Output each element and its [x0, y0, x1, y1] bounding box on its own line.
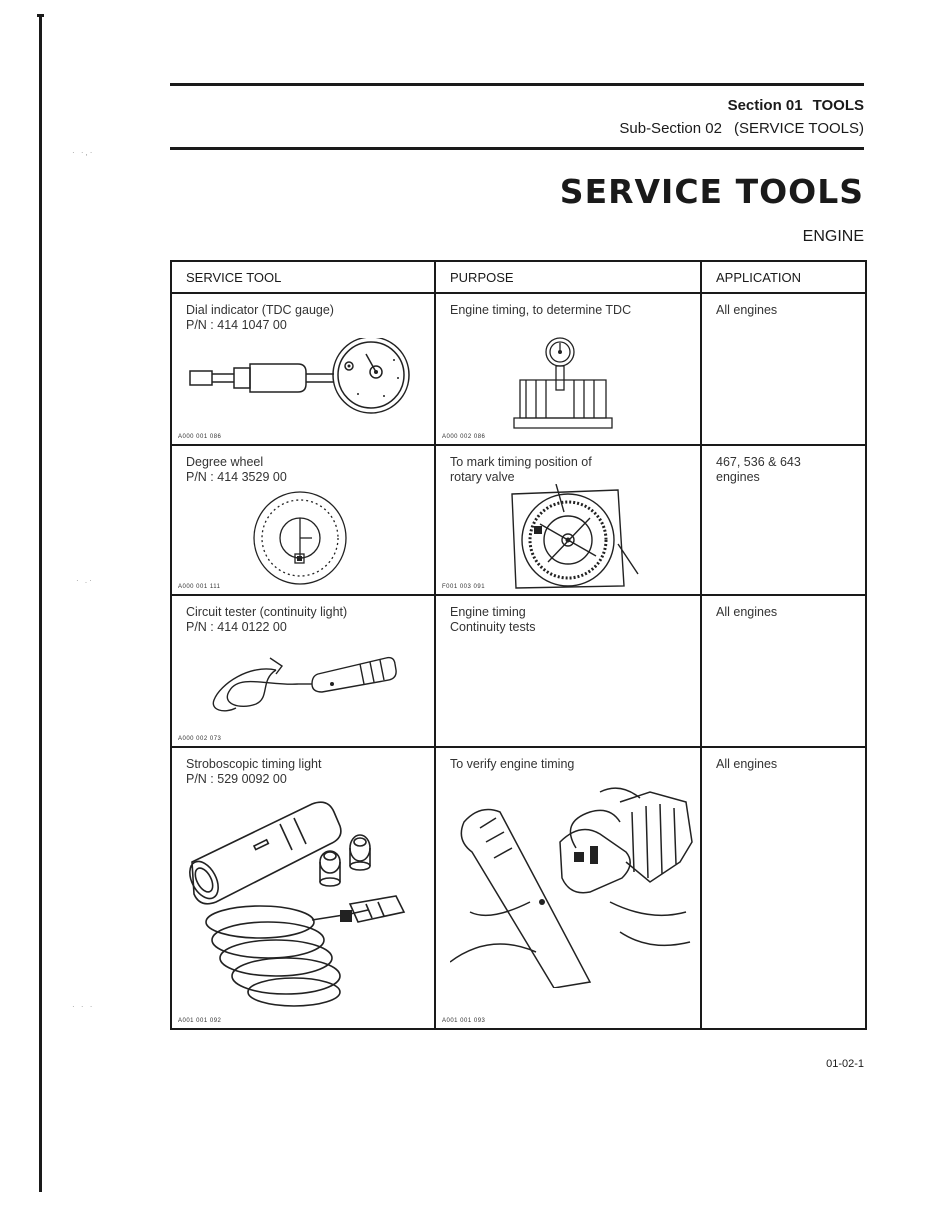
- purpose-line: rotary valve: [450, 470, 515, 484]
- table-header-row: [171, 261, 866, 293]
- figure-reference: A000 002 073: [178, 736, 222, 742]
- figure-reference: A000 001 111: [178, 584, 221, 590]
- tool-name: Stroboscopic timing light: [186, 757, 322, 771]
- purpose-line: Engine timing: [450, 605, 526, 619]
- application-line: All engines: [716, 605, 778, 619]
- figure-reference: A001 001 093: [442, 1018, 486, 1024]
- column-header-service-tool: SERVICE TOOL: [171, 261, 435, 293]
- scan-speck: · .·: [76, 576, 94, 585]
- purpose-cell: [435, 595, 701, 747]
- application-line: All engines: [716, 303, 778, 317]
- timing-light-in-use-illustration: [450, 782, 696, 988]
- part-number: P/N : 414 3529 00: [186, 470, 287, 484]
- column-header-application: APPLICATION: [701, 261, 866, 293]
- purpose-line: To mark timing position of: [450, 455, 592, 469]
- tool-name: Circuit tester (continuity light): [186, 605, 348, 619]
- table-row: [171, 445, 866, 595]
- binding-edge-line: [39, 14, 42, 1192]
- figure-reference: A000 001 086: [178, 434, 222, 440]
- service-tools-table: [170, 260, 867, 1030]
- tool-cell: [171, 293, 435, 445]
- application-cell: [701, 445, 866, 595]
- subsection-name: (SERVICE TOOLS): [733, 120, 864, 137]
- timing-light-illustration: [182, 792, 427, 1012]
- section-number: Section 01: [727, 97, 803, 114]
- figure-reference: A001 001 092: [178, 1018, 222, 1024]
- page-title: SERVICE TOOLS: [559, 172, 864, 211]
- application-cell: [701, 293, 866, 445]
- application-line: All engines: [716, 757, 778, 771]
- subsection-number: Sub-Section 02: [619, 120, 722, 137]
- header-rule-bottom: [170, 147, 864, 150]
- tool-cell: [171, 747, 435, 1029]
- application-cell: [701, 747, 866, 1029]
- tdc-gauge-on-engine-illustration: [506, 330, 626, 434]
- table-row: [171, 293, 866, 445]
- column-header-purpose: PURPOSE: [435, 261, 701, 293]
- table-row: [171, 595, 866, 747]
- application-line: engines: [716, 470, 760, 484]
- purpose-line: To verify engine timing: [450, 757, 575, 771]
- section-heading: [728, 97, 864, 114]
- part-number: P/N : 414 1047 00: [186, 318, 287, 332]
- tool-name: Dial indicator (TDC gauge): [186, 303, 334, 317]
- tool-cell: [171, 595, 435, 747]
- part-number: P/N : 414 0122 00: [186, 620, 287, 634]
- tool-name: Degree wheel: [186, 455, 264, 469]
- category-label: ENGINE: [802, 228, 864, 245]
- degree-wheel-illustration: [250, 488, 350, 588]
- binding-edge-tick: [37, 14, 44, 17]
- scan-speck: · ·,·: [72, 148, 95, 157]
- purpose-cell: [435, 293, 701, 445]
- dial-indicator-illustration: [186, 338, 426, 438]
- header-rule-top: [170, 83, 864, 86]
- application-cell: [701, 595, 866, 747]
- section-name: TOOLS: [812, 97, 864, 114]
- rotary-valve-timing-illustration: [500, 484, 640, 594]
- part-number: P/N : 529 0092 00: [186, 772, 287, 786]
- tool-cell: [171, 445, 435, 595]
- table-row: [171, 747, 866, 1029]
- circuit-tester-illustration: [200, 644, 400, 724]
- subsection-heading: [619, 120, 864, 137]
- purpose-line: Engine timing, to determine TDC: [450, 303, 632, 317]
- figure-reference: A000 002 086: [442, 434, 486, 440]
- purpose-line: Continuity tests: [450, 620, 536, 634]
- purpose-cell: [435, 445, 701, 595]
- purpose-cell: [435, 747, 701, 1029]
- page-number: 01-02-1: [826, 1058, 864, 1070]
- figure-reference: F001 003 091: [442, 584, 486, 590]
- scan-speck: · · ·: [72, 1002, 95, 1011]
- application-line: 467, 536 & 643: [716, 455, 801, 469]
